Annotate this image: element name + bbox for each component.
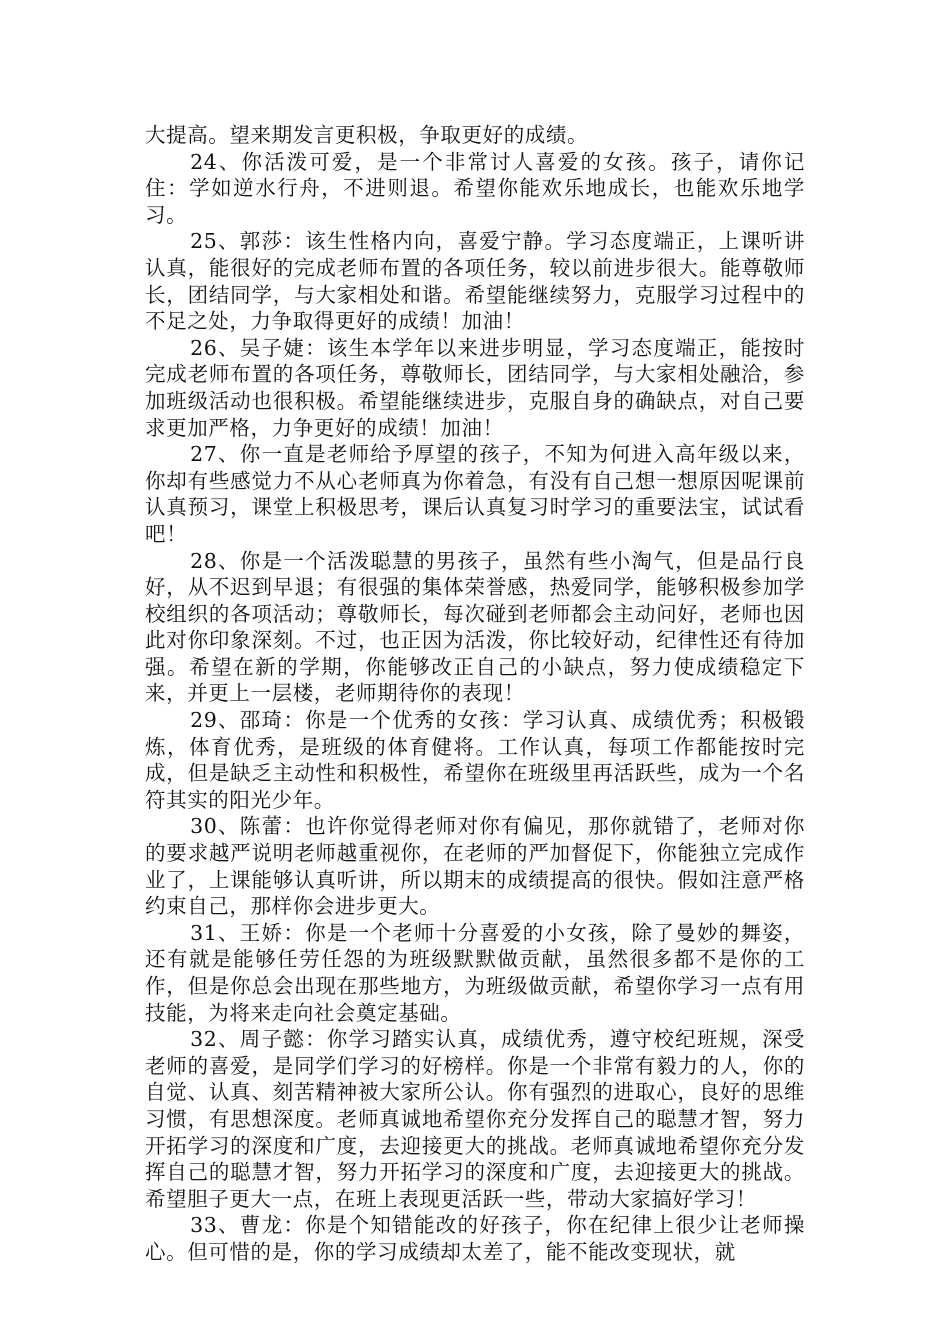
paragraph-comment-27: 27、你一直是老师给予厚望的孩子，不知为何进入高年级以来，你却有些感觉力不从心老师真为你着急，有没有自己想一想原因呢课前认真预习，课堂上积极思考，课后认真复习时学习的重要法宝，试试看吧！ [145, 442, 805, 546]
paragraph-comment-32: 32、周子懿：你学习踏实认真，成绩优秀，遵守校纪班规，深受老师的喜爱，是同学们学习的好榜样。你是一个非常有毅力的人，你的自觉、认真、刻苦精神被大家所公认。你有强烈的进取心，良好的思维习惯，有思想深度。老师真诚地希望你充分发挥自己的聪慧才智，努力开拓学习的深度和广度，去迎接更大的挑战。老师真诚地希望你充分发挥自己的聪慧才智，努力开拓学习的深度和广度，去迎接更大的挑战。希望胆子更大一点，在班上表现更活跃一些，带动大家搞好学习！ [145, 1027, 805, 1211]
document-body [145, 122, 805, 1266]
paragraph-comment-29: 29、邵琦：你是一个优秀的女孩：学习认真、成绩优秀；积极锻炼，体育优秀，是班级的体育健将。工作认真，每项工作都能按时完成，但是缺乏主动性和积极性，希望你在班级里再活跃些，成为一个名符其实的阳光少年。 [145, 708, 805, 812]
paragraph-comment-24: 24、你活泼可爱，是一个非常讨人喜爱的女孩。孩子，请你记住：学如逆水行舟，不进则退。希望你能欢乐地成长，也能欢乐地学习。 [145, 149, 805, 227]
paragraph-comment-31: 31、王娇：你是一个老师十分喜爱的小女孩，除了曼妙的舞姿，还有就是能够任劳任怨的为班级默默做贡献，虽然很多都不是你的工作，但是你总会出现在那些地方，为班级做贡献，希望你学习一点有用技能，为将来走向社会奠定基础。 [145, 920, 805, 1025]
paragraph-comment-30: 30、陈蕾：也许你觉得老师对你有偏见，那你就错了，老师对你的要求越严说明老师越重视你，在老师的严加督促下，你能独立完成作业了，上课能够认真听讲，所以期末的成绩提高的很快。假如注意严格约束自己，那样你会进步更大。 [145, 814, 805, 919]
paragraph-comment-25: 25、郭莎：该生性格内向，喜爱宁静。学习态度端正，上课听讲认真，能很好的完成老师布置的各项任务，较以前进步很大。能尊敬师长，团结同学，与大家相处和谐。希望能继续努力，克服学习过程中的不足之处，力争取得更好的成绩！加油！ [145, 229, 805, 334]
paragraph-continuation: 大提高。望来期发言更积极，争取更好的成绩。 [145, 123, 589, 147]
paragraph-comment-28: 28、你是一个活泼聪慧的男孩子，虽然有些小淘气，但是品行良好，从不迟到早退；有很强的集体荣誉感，热爱同学，能够积极参加学校组织的各项活动；尊敬师长，每次碰到老师都会主动问好，老师也因此对你印象深刻。不过，也正因为活泼，你比较好动，纪律性还有待加强。希望在新的学期，你能够改正自己的小缺点，努力使成绩稳定下来，并更上一层楼，老师期待你的表现！ [145, 548, 805, 706]
paragraph-comment-26: 26、吴子婕：该生本学年以来进步明显，学习态度端正，能按时完成老师布置的各项任务，尊敬师长，团结同学，与大家相处融洽，参加班级活动也很积极。希望能继续进步，克服自身的确缺点，对自己要求更加严格，力争更好的成绩！加油！ [145, 335, 805, 440]
paragraph-comment-33: 33、曹龙：你是个知错能改的好孩子，你在纪律上很少让老师操心。但可惜的是，你的学习成绩却太差了，能不能改变现状，就 [145, 1213, 805, 1264]
